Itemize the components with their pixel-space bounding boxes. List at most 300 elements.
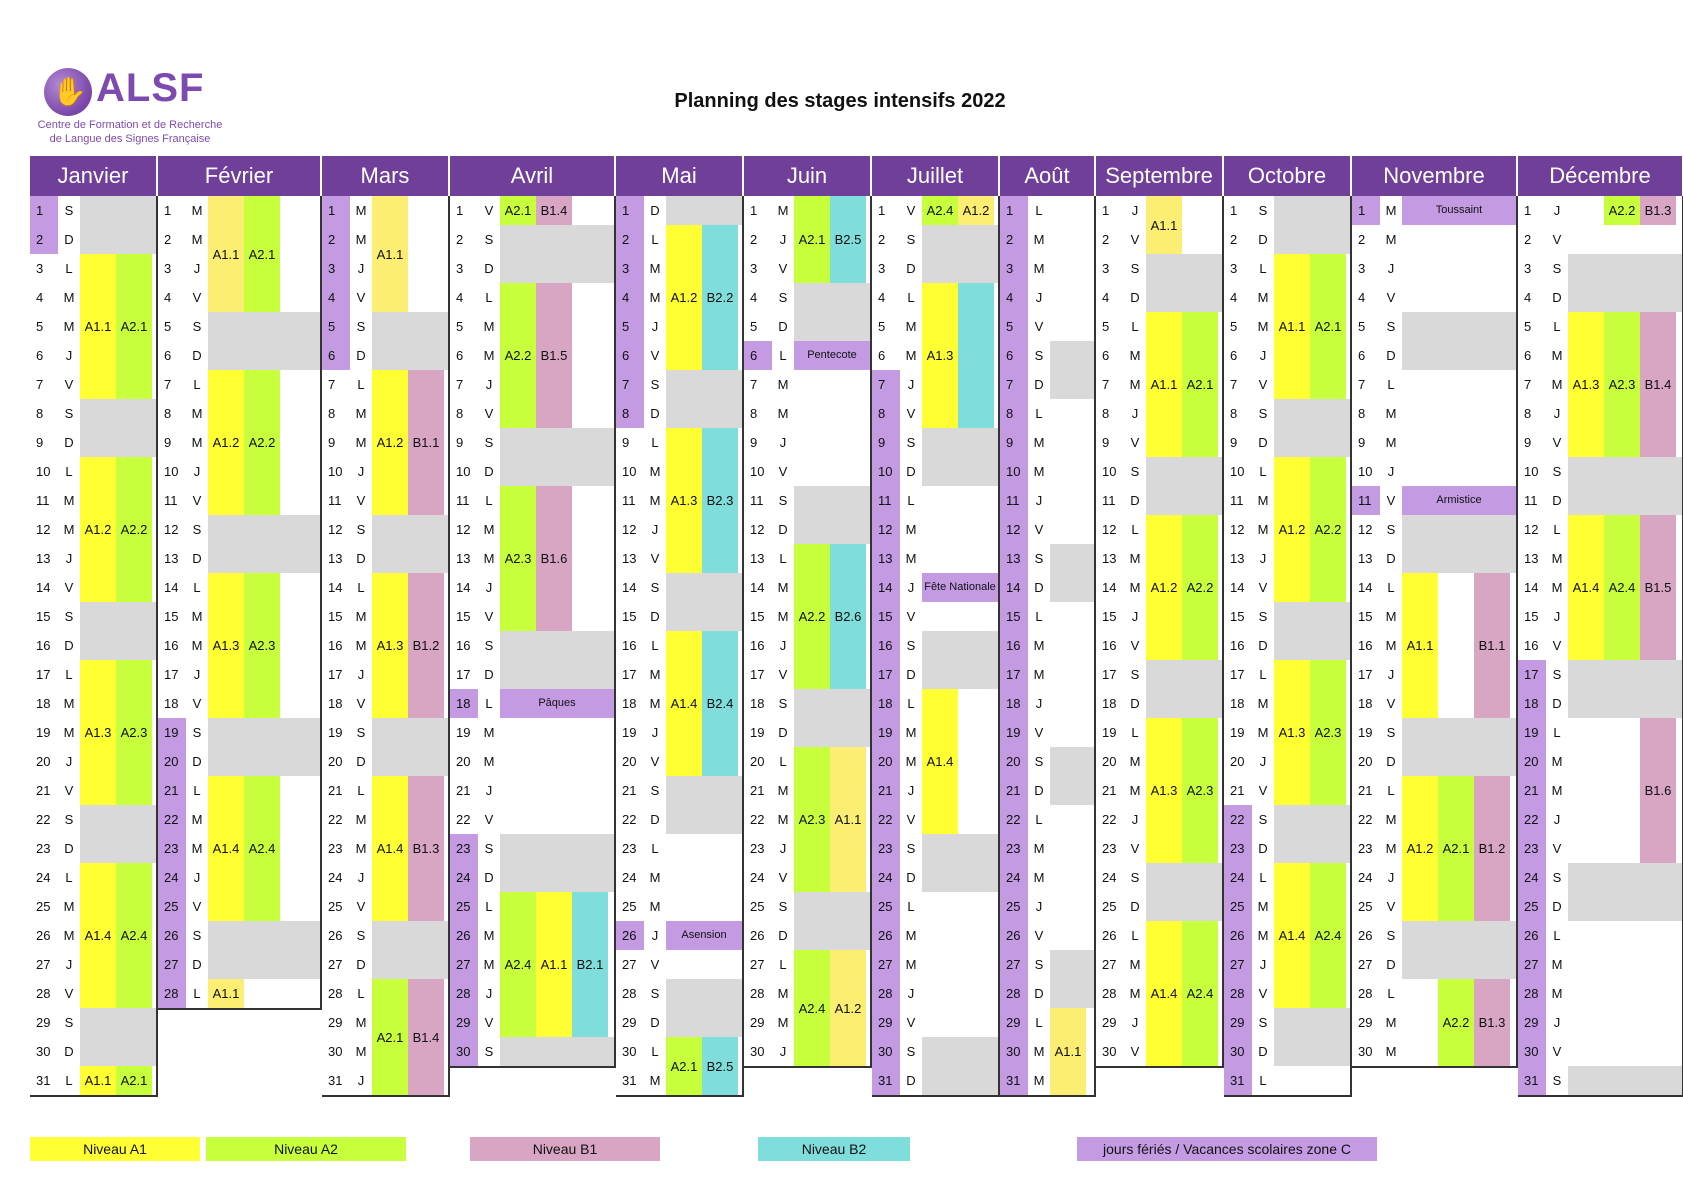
weekday-letter: M: [186, 631, 208, 660]
weekday-letter: D: [1028, 573, 1050, 602]
weekday-letter: L: [900, 283, 922, 312]
day-number: 27: [158, 950, 186, 979]
day-row: [794, 399, 870, 428]
day-number: 28: [744, 979, 772, 1008]
day-row: [500, 428, 614, 457]
day-number: 15: [30, 602, 58, 631]
day-number: 16: [1000, 631, 1028, 660]
weekday-letter: D: [478, 660, 500, 689]
day-number: 17: [744, 660, 772, 689]
day-number: 4: [1000, 283, 1028, 312]
weekday-letter: L: [478, 892, 500, 921]
day-number: 22: [744, 805, 772, 834]
weekday-letter: D: [1252, 1037, 1274, 1066]
weekday-letter: S: [1380, 718, 1402, 747]
day-number: 18: [158, 689, 186, 718]
weekday-letter: M: [1124, 341, 1146, 370]
day-number: 23: [1000, 834, 1028, 863]
weekday-letter: V: [644, 341, 666, 370]
course-block: A1.1: [1402, 573, 1438, 718]
weekday-letter: M: [350, 225, 372, 254]
day-number: 28: [30, 979, 58, 1008]
course-block: A1.3: [208, 573, 244, 718]
weekday-letter: L: [1028, 602, 1050, 631]
day-number: 15: [158, 602, 186, 631]
course-block: A2.3: [1604, 312, 1640, 457]
day-row: [208, 515, 320, 544]
day-row: [922, 921, 998, 950]
day-row: [1568, 950, 1682, 979]
day-row: [1568, 254, 1682, 283]
course-block: A1.1: [1274, 254, 1310, 399]
day-number: 5: [616, 312, 644, 341]
weekday-letter: J: [186, 660, 208, 689]
day-number: 30: [744, 1037, 772, 1066]
day-row: [666, 805, 742, 834]
weekday-letter: D: [1546, 486, 1568, 515]
weekday-letter: M: [1124, 950, 1146, 979]
weekday-letter: V: [1252, 776, 1274, 805]
weekday-letter: M: [1546, 544, 1568, 573]
weekday-letter: D: [58, 428, 80, 457]
month-header: Février: [158, 156, 322, 196]
weekday-letter: L: [1380, 573, 1402, 602]
weekday-letter: M: [1546, 370, 1568, 399]
day-row: [794, 312, 870, 341]
weekday-letter: S: [478, 428, 500, 457]
day-number: 27: [1096, 950, 1124, 979]
day-number: 17: [872, 660, 900, 689]
weekday-letter: S: [1252, 1008, 1274, 1037]
day-number: 24: [1224, 863, 1252, 892]
weekday-letter: V: [1124, 428, 1146, 457]
day-row: [1402, 370, 1516, 399]
day-row: [666, 892, 742, 921]
day-row: [208, 718, 320, 747]
course-block: A1.2: [1402, 776, 1438, 921]
day-number: 23: [1518, 834, 1546, 863]
weekday-letter: M: [1028, 457, 1050, 486]
day-number: 24: [30, 863, 58, 892]
day-number: 20: [30, 747, 58, 776]
weekday-letter: S: [772, 689, 794, 718]
day-row: [666, 602, 742, 631]
day-row: [372, 718, 448, 747]
day-number: 18: [1352, 689, 1380, 718]
weekday-letter: M: [478, 950, 500, 979]
day-number: 5: [1224, 312, 1252, 341]
day-row: [372, 747, 448, 776]
weekday-letter: L: [1124, 515, 1146, 544]
day-number: 30: [1224, 1037, 1252, 1066]
day-row: [922, 428, 998, 457]
day-number: 25: [30, 892, 58, 921]
course-block: A1.2: [958, 196, 994, 225]
day-number: 15: [744, 602, 772, 631]
course-block: A2.2: [1182, 515, 1218, 660]
day-number: 27: [1224, 950, 1252, 979]
day-number: 16: [450, 631, 478, 660]
course-block: A2.1: [666, 1037, 702, 1095]
day-row: [1568, 979, 1682, 1008]
day-number: 15: [1000, 602, 1028, 631]
day-number: 28: [1518, 979, 1546, 1008]
day-row: [794, 921, 870, 950]
day-number: 17: [1352, 660, 1380, 689]
weekday-letter: V: [1380, 486, 1402, 515]
weekday-letter: M: [1028, 834, 1050, 863]
weekday-letter: M: [644, 254, 666, 283]
day-number: 31: [322, 1066, 350, 1095]
weekday-letter: S: [58, 805, 80, 834]
weekday-letter: M: [644, 486, 666, 515]
day-number: 3: [158, 254, 186, 283]
weekday-letter: J: [644, 718, 666, 747]
day-number: 20: [450, 747, 478, 776]
weekday-letter: M: [1124, 979, 1146, 1008]
day-row: [208, 312, 320, 341]
weekday-letter: D: [1546, 283, 1568, 312]
weekday-letter: M: [900, 544, 922, 573]
weekday-letter: L: [900, 486, 922, 515]
day-row: [1568, 457, 1682, 486]
weekday-letter: M: [1546, 979, 1568, 1008]
day-number: 29: [616, 1008, 644, 1037]
day-number: 3: [1096, 254, 1124, 283]
day-row: [1146, 283, 1222, 312]
day-row: [1050, 312, 1094, 341]
day-number: 1: [322, 196, 350, 225]
day-number: 22: [322, 805, 350, 834]
day-row: [1402, 544, 1516, 573]
day-row: [666, 370, 742, 399]
day-number: 13: [322, 544, 350, 573]
day-number: 18: [1224, 689, 1252, 718]
weekday-letter: D: [1380, 950, 1402, 979]
day-number: 4: [322, 283, 350, 312]
day-row: [666, 979, 742, 1008]
day-number: 3: [872, 254, 900, 283]
weekday-letter: S: [900, 834, 922, 863]
day-number: 24: [1096, 863, 1124, 892]
day-number: 21: [30, 776, 58, 805]
weekday-letter: V: [1124, 834, 1146, 863]
day-row: [208, 341, 320, 370]
weekday-letter: M: [1028, 863, 1050, 892]
weekday-letter: S: [1252, 196, 1274, 225]
day-row: [922, 631, 998, 660]
day-row: [1050, 283, 1094, 312]
day-row: [1146, 892, 1222, 921]
weekday-letter: D: [58, 225, 80, 254]
day-number: 25: [158, 892, 186, 921]
weekday-letter: L: [644, 225, 666, 254]
day-number: 14: [1224, 573, 1252, 602]
weekday-letter: M: [1380, 225, 1402, 254]
weekday-letter: M: [1380, 399, 1402, 428]
day-number: 8: [322, 399, 350, 428]
course-block: A2.2: [794, 544, 830, 689]
weekday-letter: M: [58, 892, 80, 921]
day-row: [1050, 979, 1094, 1008]
weekday-letter: V: [58, 776, 80, 805]
weekday-letter: D: [350, 341, 372, 370]
day-number: 10: [158, 457, 186, 486]
day-number: 6: [1096, 341, 1124, 370]
day-number: 8: [1224, 399, 1252, 428]
weekday-letter: M: [58, 486, 80, 515]
day-number: 20: [322, 747, 350, 776]
weekday-letter: D: [186, 950, 208, 979]
day-row: [1146, 863, 1222, 892]
day-number: 9: [158, 428, 186, 457]
day-number: 12: [1224, 515, 1252, 544]
day-number: 27: [1518, 950, 1546, 979]
weekday-letter: J: [478, 573, 500, 602]
weekday-letter: S: [644, 573, 666, 602]
day-row: [1568, 225, 1682, 254]
day-number: 31: [30, 1066, 58, 1095]
weekday-letter: L: [1546, 718, 1568, 747]
weekday-letter: V: [644, 544, 666, 573]
weekday-letter: D: [350, 544, 372, 573]
day-number: 7: [744, 370, 772, 399]
day-number: 31: [1000, 1066, 1028, 1095]
weekday-letter: M: [478, 544, 500, 573]
day-number: 19: [322, 718, 350, 747]
weekday-letter: M: [1252, 486, 1274, 515]
day-number: 25: [1224, 892, 1252, 921]
weekday-letter: V: [772, 254, 794, 283]
day-row: [1568, 1008, 1682, 1037]
day-number: 13: [30, 544, 58, 573]
day-number: 18: [1096, 689, 1124, 718]
weekday-letter: S: [1124, 457, 1146, 486]
weekday-letter: M: [350, 1037, 372, 1066]
day-number: 6: [158, 341, 186, 370]
day-number: 18: [872, 689, 900, 718]
course-block: A2.2: [1604, 196, 1640, 225]
weekday-letter: S: [350, 921, 372, 950]
day-number: 8: [744, 399, 772, 428]
day-number: 2: [1224, 225, 1252, 254]
weekday-letter: M: [1124, 544, 1146, 573]
course-block: A2.2: [500, 283, 536, 428]
day-row: [208, 544, 320, 573]
day-number: 22: [1352, 805, 1380, 834]
weekday-letter: L: [58, 254, 80, 283]
day-number: 11: [322, 486, 350, 515]
day-row: [922, 457, 998, 486]
day-number: 10: [1224, 457, 1252, 486]
weekday-letter: D: [1252, 631, 1274, 660]
course-block: A1.2: [1146, 515, 1182, 660]
weekday-letter: S: [644, 979, 666, 1008]
weekday-letter: M: [1546, 747, 1568, 776]
day-number: 21: [322, 776, 350, 805]
day-number: 21: [1000, 776, 1028, 805]
day-number: 5: [872, 312, 900, 341]
day-number: 8: [450, 399, 478, 428]
weekday-letter: S: [1124, 254, 1146, 283]
course-block: A2.3: [794, 747, 830, 892]
weekday-letter: L: [1124, 312, 1146, 341]
weekday-letter: V: [644, 747, 666, 776]
weekday-letter: S: [1546, 660, 1568, 689]
day-row: [794, 370, 870, 399]
day-number: 27: [450, 950, 478, 979]
weekday-letter: J: [644, 515, 666, 544]
weekday-letter: V: [1380, 283, 1402, 312]
day-number: 25: [450, 892, 478, 921]
weekday-letter: V: [350, 283, 372, 312]
weekday-letter: J: [900, 370, 922, 399]
weekday-letter: D: [58, 834, 80, 863]
weekday-letter: J: [1380, 254, 1402, 283]
weekday-letter: S: [1546, 1066, 1568, 1095]
day-row: [1050, 660, 1094, 689]
weekday-letter: S: [1380, 515, 1402, 544]
weekday-letter: M: [900, 950, 922, 979]
weekday-letter: M: [350, 631, 372, 660]
day-row: [1274, 1037, 1350, 1066]
weekday-letter: D: [900, 457, 922, 486]
day-number: 8: [616, 399, 644, 428]
weekday-letter: L: [350, 776, 372, 805]
day-row: [80, 428, 156, 457]
weekday-letter: M: [350, 1008, 372, 1037]
day-row: [1050, 515, 1094, 544]
course-block: A2.1: [116, 1066, 152, 1095]
day-number: 22: [1518, 805, 1546, 834]
course-block: A2.1: [794, 196, 830, 283]
weekday-letter: S: [772, 892, 794, 921]
month-bottom-border: [1352, 1066, 1518, 1068]
day-number: 5: [1352, 312, 1380, 341]
course-block: B2.6: [830, 544, 866, 689]
weekday-letter: S: [478, 834, 500, 863]
day-number: 15: [450, 602, 478, 631]
weekday-letter: M: [644, 863, 666, 892]
day-number: 29: [1224, 1008, 1252, 1037]
weekday-letter: S: [58, 602, 80, 631]
course-block: A2.1: [1438, 776, 1474, 921]
weekday-letter: D: [1028, 776, 1050, 805]
day-number: 21: [616, 776, 644, 805]
day-number: 10: [1352, 457, 1380, 486]
weekday-letter: J: [1028, 283, 1050, 312]
weekday-letter: J: [478, 776, 500, 805]
weekday-letter: S: [58, 196, 80, 225]
day-number: 24: [158, 863, 186, 892]
day-row: [80, 1008, 156, 1037]
day-number: 6: [1000, 341, 1028, 370]
day-number: 26: [744, 921, 772, 950]
day-number: 21: [450, 776, 478, 805]
month-header: Août: [1000, 156, 1096, 196]
day-number: 3: [30, 254, 58, 283]
weekday-letter: M: [900, 747, 922, 776]
day-number: 28: [450, 979, 478, 1008]
weekday-letter: M: [1028, 225, 1050, 254]
day-row: [1274, 225, 1350, 254]
day-number: 23: [1096, 834, 1124, 863]
weekday-letter: J: [772, 225, 794, 254]
day-number: 28: [322, 979, 350, 1008]
day-number: 17: [1518, 660, 1546, 689]
day-number: 5: [1000, 312, 1028, 341]
weekday-letter: M: [772, 399, 794, 428]
day-number: 12: [1518, 515, 1546, 544]
day-row: [922, 602, 998, 631]
day-row: [1050, 718, 1094, 747]
weekday-letter: D: [900, 660, 922, 689]
day-number: 19: [450, 718, 478, 747]
course-block: B1.3: [1474, 979, 1510, 1066]
course-block: [958, 283, 994, 428]
weekday-letter: D: [478, 863, 500, 892]
weekday-letter: D: [1124, 689, 1146, 718]
day-number: 24: [1352, 863, 1380, 892]
day-number: 13: [1352, 544, 1380, 573]
weekday-letter: L: [1028, 1008, 1050, 1037]
day-number: 13: [616, 544, 644, 573]
day-number: 17: [1000, 660, 1028, 689]
day-number: 4: [1518, 283, 1546, 312]
course-block: A2.1: [372, 979, 408, 1095]
weekday-letter: M: [1028, 660, 1050, 689]
day-number: 26: [450, 921, 478, 950]
month-bottom-border: [616, 1095, 744, 1097]
day-row: [80, 602, 156, 631]
course-block: A2.4: [1182, 921, 1218, 1066]
legend-item: Niveau B1: [470, 1137, 660, 1161]
day-number: 4: [1096, 283, 1124, 312]
day-row: [1568, 689, 1682, 718]
month-header: Juin: [744, 156, 872, 196]
weekday-letter: V: [1546, 225, 1568, 254]
day-number: 26: [1096, 921, 1124, 950]
day-number: 3: [1000, 254, 1028, 283]
weekday-letter: M: [772, 573, 794, 602]
weekday-letter: M: [1028, 1066, 1050, 1095]
course-block: A1.1: [80, 254, 116, 399]
day-number: 18: [1000, 689, 1028, 718]
day-number: 14: [450, 573, 478, 602]
day-row: [1402, 747, 1516, 776]
day-number: 11: [158, 486, 186, 515]
weekday-letter: J: [1546, 1008, 1568, 1037]
day-number: 5: [322, 312, 350, 341]
day-row: [500, 1037, 614, 1066]
day-row: [1568, 660, 1682, 689]
day-number: 19: [1224, 718, 1252, 747]
day-number: 1: [1352, 196, 1380, 225]
day-row: [500, 805, 614, 834]
weekday-letter: M: [1546, 341, 1568, 370]
day-number: 29: [450, 1008, 478, 1037]
day-row: [500, 863, 614, 892]
weekday-letter: D: [1380, 341, 1402, 370]
day-number: 13: [872, 544, 900, 573]
holiday-note: Armistice: [1402, 486, 1516, 515]
day-number: 23: [450, 834, 478, 863]
day-number: 3: [450, 254, 478, 283]
course-block: A2.3: [1182, 718, 1218, 863]
day-number: 1: [616, 196, 644, 225]
weekday-letter: V: [900, 399, 922, 428]
weekday-letter: V: [1124, 631, 1146, 660]
